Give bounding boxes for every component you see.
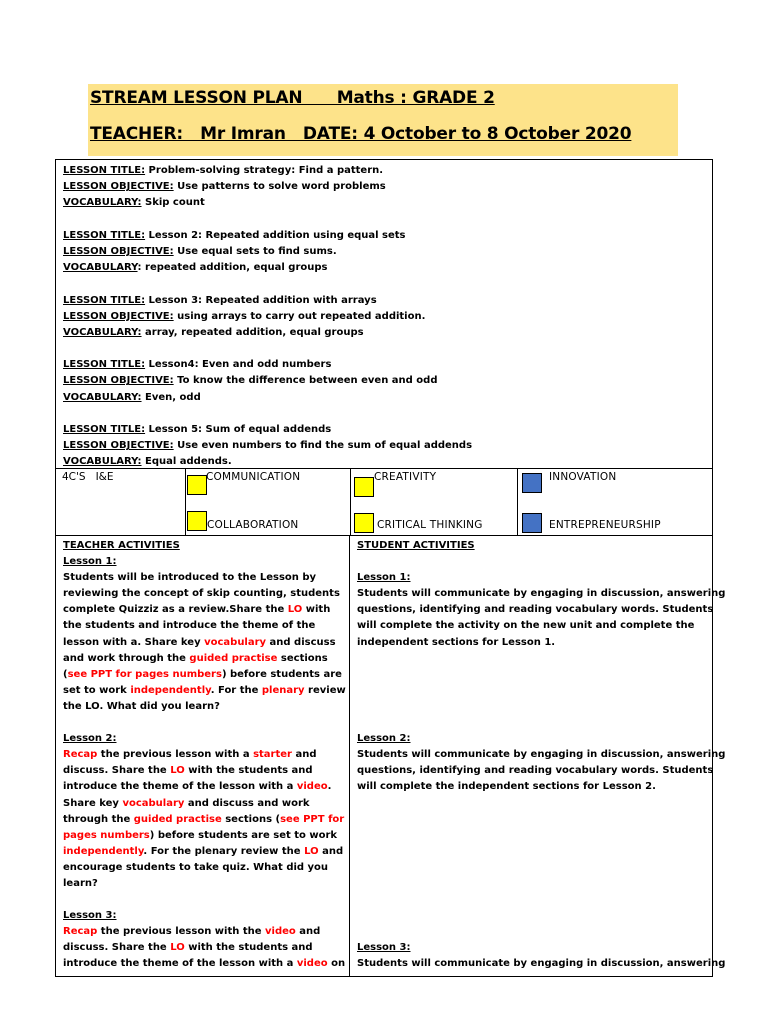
activity-text: will complete the independent sections for Lesson 2. xyxy=(357,781,656,793)
activity-line xyxy=(63,715,349,731)
lesson-field-value: using arrays to carry out repeated addition. xyxy=(173,310,426,322)
activity-text: review xyxy=(304,684,346,696)
activity-text: the previous lesson with the xyxy=(97,926,266,938)
activity-line xyxy=(63,860,349,876)
activity-text: with xyxy=(302,604,331,616)
activity-text: discuss. Share the xyxy=(63,942,171,954)
highlighted-text: independently xyxy=(130,684,211,696)
highlighted-text: LO xyxy=(170,942,185,954)
activity-line xyxy=(357,683,714,699)
lesson-field-key: LESSON OBJECTIVE: xyxy=(63,245,174,257)
activity-text: the students and introduce the theme of the xyxy=(63,620,316,632)
lesson-field-value: Problem-solving strategy: Find a pattern. xyxy=(145,165,384,176)
activity-line xyxy=(63,651,349,667)
activity-text: sections ( xyxy=(221,813,281,825)
activity-line xyxy=(63,618,349,634)
highlighted-text: pages numbers xyxy=(63,829,150,841)
activity-line xyxy=(63,699,349,715)
activity-text: and work through the xyxy=(63,652,190,664)
lesson-field-key: LESSON TITLE: xyxy=(63,424,146,435)
activity-line xyxy=(63,747,349,763)
lesson-line xyxy=(63,309,712,325)
four-cs-cell-communication xyxy=(186,469,351,535)
activity-line xyxy=(357,731,714,747)
lesson-field-value: Skip count xyxy=(141,197,205,209)
lesson-heading: Lesson 1: xyxy=(63,556,117,568)
highlighted-text: Recap xyxy=(63,749,98,761)
activity-line xyxy=(357,635,714,651)
activity-text: Students will communicate by engaging in discussion, answering xyxy=(357,958,726,970)
lesson-field-value: Lesson 3: Repeated addition with arrays xyxy=(145,294,377,306)
highlighted-text: video xyxy=(296,958,328,970)
lesson-field-key: LESSON OBJECTIVE: xyxy=(63,310,174,322)
activity-line xyxy=(63,683,349,699)
activity-line xyxy=(63,554,349,570)
four-cs-cell-creativity xyxy=(351,469,518,535)
communication-label: COMMUNICATION xyxy=(206,471,301,483)
activity-line xyxy=(357,715,714,731)
lesson-heading: Lesson 1: xyxy=(357,572,411,584)
activity-line xyxy=(63,731,349,747)
activity-line xyxy=(63,844,349,860)
activity-line xyxy=(63,892,349,908)
activity-line xyxy=(357,651,714,667)
lesson-line xyxy=(63,276,712,292)
activity-text: the previous lesson with a xyxy=(97,749,254,761)
collaboration-label: COLLABORATION xyxy=(207,519,299,531)
entrepreneurship-label: ENTREPRENEURSHIP xyxy=(549,519,661,531)
highlighted-text: LO xyxy=(287,604,303,616)
activity-text: encourage students to take quiz. What did you xyxy=(63,861,329,873)
activity-line xyxy=(357,554,714,570)
teacher-activities-heading: TEACHER ACTIVITIES xyxy=(63,540,180,551)
innovation-checkbox[interactable] xyxy=(522,473,542,493)
lesson-line xyxy=(63,406,712,422)
activity-line xyxy=(357,924,714,940)
highlighted-text: vocabulary xyxy=(204,636,267,648)
activity-line xyxy=(63,635,349,651)
lesson-field-key: LESSON OBJECTIVE: xyxy=(63,440,174,452)
lesson-field-key: LESSON OBJECTIVE: xyxy=(63,375,174,387)
activity-line xyxy=(63,812,349,828)
activity-text: ) before students are set to work xyxy=(149,829,338,841)
activity-line xyxy=(357,586,726,602)
plan-title: STREAM LESSON PLAN Maths : GRADE 2 xyxy=(90,88,495,108)
lesson-line xyxy=(63,422,712,438)
activity-text: . For the xyxy=(210,684,262,696)
activity-line xyxy=(357,940,714,956)
activity-text: and discuss xyxy=(266,636,336,648)
lesson-field-key: VOCABULARY: xyxy=(63,197,142,209)
four-cs-label-cell xyxy=(56,469,186,535)
plan-header xyxy=(88,84,678,156)
highlighted-text: guided practise xyxy=(133,813,222,825)
activity-line xyxy=(63,570,349,586)
lesson-line xyxy=(63,438,712,454)
activity-line xyxy=(63,876,349,892)
activities-table xyxy=(55,535,726,977)
four-cs-cell-innovation xyxy=(518,469,713,535)
lesson-field-key: LESSON TITLE: xyxy=(63,229,146,241)
activity-text: and xyxy=(291,749,317,761)
activity-line xyxy=(357,699,714,715)
lesson-line xyxy=(63,228,712,244)
activity-line xyxy=(63,779,349,795)
lesson-line xyxy=(63,179,712,195)
student-activities-heading: STUDENT ACTIVITIES xyxy=(357,540,475,551)
activity-text: with the students and xyxy=(184,765,313,777)
activity-line xyxy=(357,812,714,828)
lesson-field-value: Use even numbers to find the sum of equal addends xyxy=(173,440,473,452)
communication-checkbox[interactable] xyxy=(187,475,207,495)
activity-line xyxy=(357,779,714,795)
activity-text: ) before students are xyxy=(221,668,342,680)
student-activities-text xyxy=(357,554,726,972)
activity-line xyxy=(63,924,349,940)
lesson-field-value: To know the difference between even and odd xyxy=(173,375,438,387)
four-cs-row xyxy=(55,468,713,536)
activity-text: and discuss and work xyxy=(184,797,310,809)
lesson-heading: Lesson 3: xyxy=(357,942,411,954)
critical-thinking-label: CRITICAL THINKING xyxy=(377,519,483,531)
lessons-section xyxy=(55,159,713,469)
activity-line xyxy=(357,618,714,634)
activity-text: and xyxy=(295,926,321,938)
lesson-field-value: Lesson 5: Sum of equal addends xyxy=(145,424,332,435)
activity-text: . For the plenary review the xyxy=(143,845,305,857)
activity-line xyxy=(63,586,349,602)
lesson-field-key: VOCABULARY: xyxy=(63,326,142,338)
highlighted-text: video xyxy=(296,781,328,793)
lesson-heading: Lesson 2: xyxy=(63,733,117,745)
activity-line xyxy=(357,908,714,924)
activity-line xyxy=(63,828,349,844)
activity-text: independent sections for Lesson 1. xyxy=(357,636,556,648)
lesson-line xyxy=(63,341,712,357)
activity-text: discuss. Share the xyxy=(63,765,171,777)
highlighted-text: independently xyxy=(63,845,144,857)
highlighted-text: starter xyxy=(253,749,292,761)
activity-text: introduce the theme of the lesson with a xyxy=(63,781,297,793)
activity-line xyxy=(63,956,349,972)
activity-text: the LO. What did you learn? xyxy=(63,700,220,712)
lesson-heading: Lesson 2: xyxy=(357,733,411,745)
teacher-activities-column xyxy=(56,536,350,976)
lesson-heading: Lesson 3: xyxy=(63,910,117,922)
lesson-field-value: : repeated addition, equal groups xyxy=(137,262,328,274)
highlighted-text: plenary xyxy=(261,684,305,696)
four-cs-label: 4C'S I&E xyxy=(62,471,114,483)
lesson-line xyxy=(63,195,712,211)
lesson-field-value: array, repeated addition, equal groups xyxy=(141,326,364,338)
highlighted-text: LO xyxy=(170,765,185,777)
lesson-field-value: Use equal sets to find sums. xyxy=(173,245,337,257)
activity-text: complete Quizziz as a review.Share the xyxy=(63,604,288,616)
lesson-line xyxy=(63,212,712,228)
activity-line xyxy=(357,796,714,812)
lesson-line xyxy=(63,325,712,341)
lesson-line xyxy=(63,260,712,276)
activity-text: Students will communicate by engaging in discussion, answering xyxy=(357,588,726,600)
activity-line xyxy=(63,908,349,924)
activity-text: on xyxy=(327,958,346,970)
activity-line xyxy=(357,602,714,618)
activity-line xyxy=(357,747,726,763)
activity-line xyxy=(357,956,726,972)
activity-text: ( xyxy=(63,668,68,680)
lesson-field-value: Equal addends. xyxy=(141,456,232,468)
lesson-field-key: LESSON TITLE: xyxy=(63,359,146,371)
lesson-field-value: Lesson4: Even and odd numbers xyxy=(145,359,332,371)
activity-line xyxy=(357,844,714,860)
student-activities-column xyxy=(350,536,726,976)
lesson-line xyxy=(63,357,712,373)
highlighted-text: Recap xyxy=(63,926,98,938)
teacher-activities-text xyxy=(63,554,349,972)
lesson-field-key: VOCABULARY: xyxy=(63,456,142,468)
activity-line xyxy=(63,763,349,779)
highlighted-text: LO xyxy=(304,845,319,857)
lesson-field-value: Even, odd xyxy=(141,391,201,403)
activity-line xyxy=(357,828,714,844)
lesson-line xyxy=(63,163,712,179)
highlighted-text: video xyxy=(265,926,296,938)
highlighted-text: guided practise xyxy=(189,652,278,664)
activity-line xyxy=(63,796,349,812)
activity-text: reviewing the concept of skip counting, students xyxy=(63,588,340,600)
activity-text: with the students and xyxy=(184,942,313,954)
activity-line xyxy=(357,763,714,779)
critical-thinking-checkbox[interactable] xyxy=(354,513,374,533)
activity-line xyxy=(63,602,349,618)
activity-text: will complete the activity on the new unit and complete the xyxy=(357,620,695,632)
activity-text: Share key xyxy=(63,797,123,809)
creativity-label: CREATIVITY xyxy=(374,471,437,483)
lesson-field-key: LESSON TITLE: xyxy=(63,165,146,176)
activity-text: Students will communicate by engaging in discussion, answering xyxy=(357,749,726,761)
activity-text: Students will be introduced to the Lesson by xyxy=(63,572,317,584)
collaboration-checkbox[interactable] xyxy=(187,511,207,531)
highlighted-text: vocabulary xyxy=(122,797,185,809)
activity-text: lesson with a. Share key xyxy=(63,636,205,648)
lesson-field-key: LESSON OBJECTIVE: xyxy=(63,181,174,193)
activity-text: and xyxy=(318,845,344,857)
activity-line xyxy=(63,667,349,683)
activity-text: set to work xyxy=(63,684,131,696)
lesson-field-key: VOCABULARY: xyxy=(63,391,142,403)
activity-line xyxy=(357,860,714,876)
creativity-checkbox[interactable] xyxy=(354,477,374,497)
lesson-field-key: VOCABULARY xyxy=(63,262,138,274)
activity-line xyxy=(63,940,349,956)
highlighted-text: see PPT for pages numbers xyxy=(67,668,222,680)
highlighted-text: see PPT for xyxy=(280,813,345,825)
activity-text: sections xyxy=(277,652,328,664)
lesson-line xyxy=(63,373,712,389)
lesson-line xyxy=(63,244,712,260)
lesson-field-key: LESSON TITLE: xyxy=(63,294,146,306)
activity-text: . xyxy=(327,781,332,793)
lesson-line xyxy=(63,390,712,406)
lesson-field-value: Use patterns to solve word problems xyxy=(173,181,386,193)
teacher-date-line: TEACHER: Mr Imran DATE: 4 October to 8 October 2020 xyxy=(90,124,632,144)
activity-line xyxy=(357,570,714,586)
entrepreneurship-checkbox[interactable] xyxy=(522,513,542,533)
lesson-line xyxy=(63,293,712,309)
lesson-field-value: Lesson 2: Repeated addition using equal sets xyxy=(145,229,406,241)
activity-line xyxy=(357,892,714,908)
activity-text: learn? xyxy=(63,877,98,889)
activity-line xyxy=(357,667,714,683)
activity-line xyxy=(357,876,714,892)
activity-text: through the xyxy=(63,813,134,825)
innovation-label: INNOVATION xyxy=(549,471,617,483)
activity-text: introduce the theme of the lesson with a xyxy=(63,958,297,970)
activity-text: questions, identifying and reading vocabulary words. Students xyxy=(357,765,714,777)
activity-text: questions, identifying and reading vocabulary words. Students xyxy=(357,604,714,616)
